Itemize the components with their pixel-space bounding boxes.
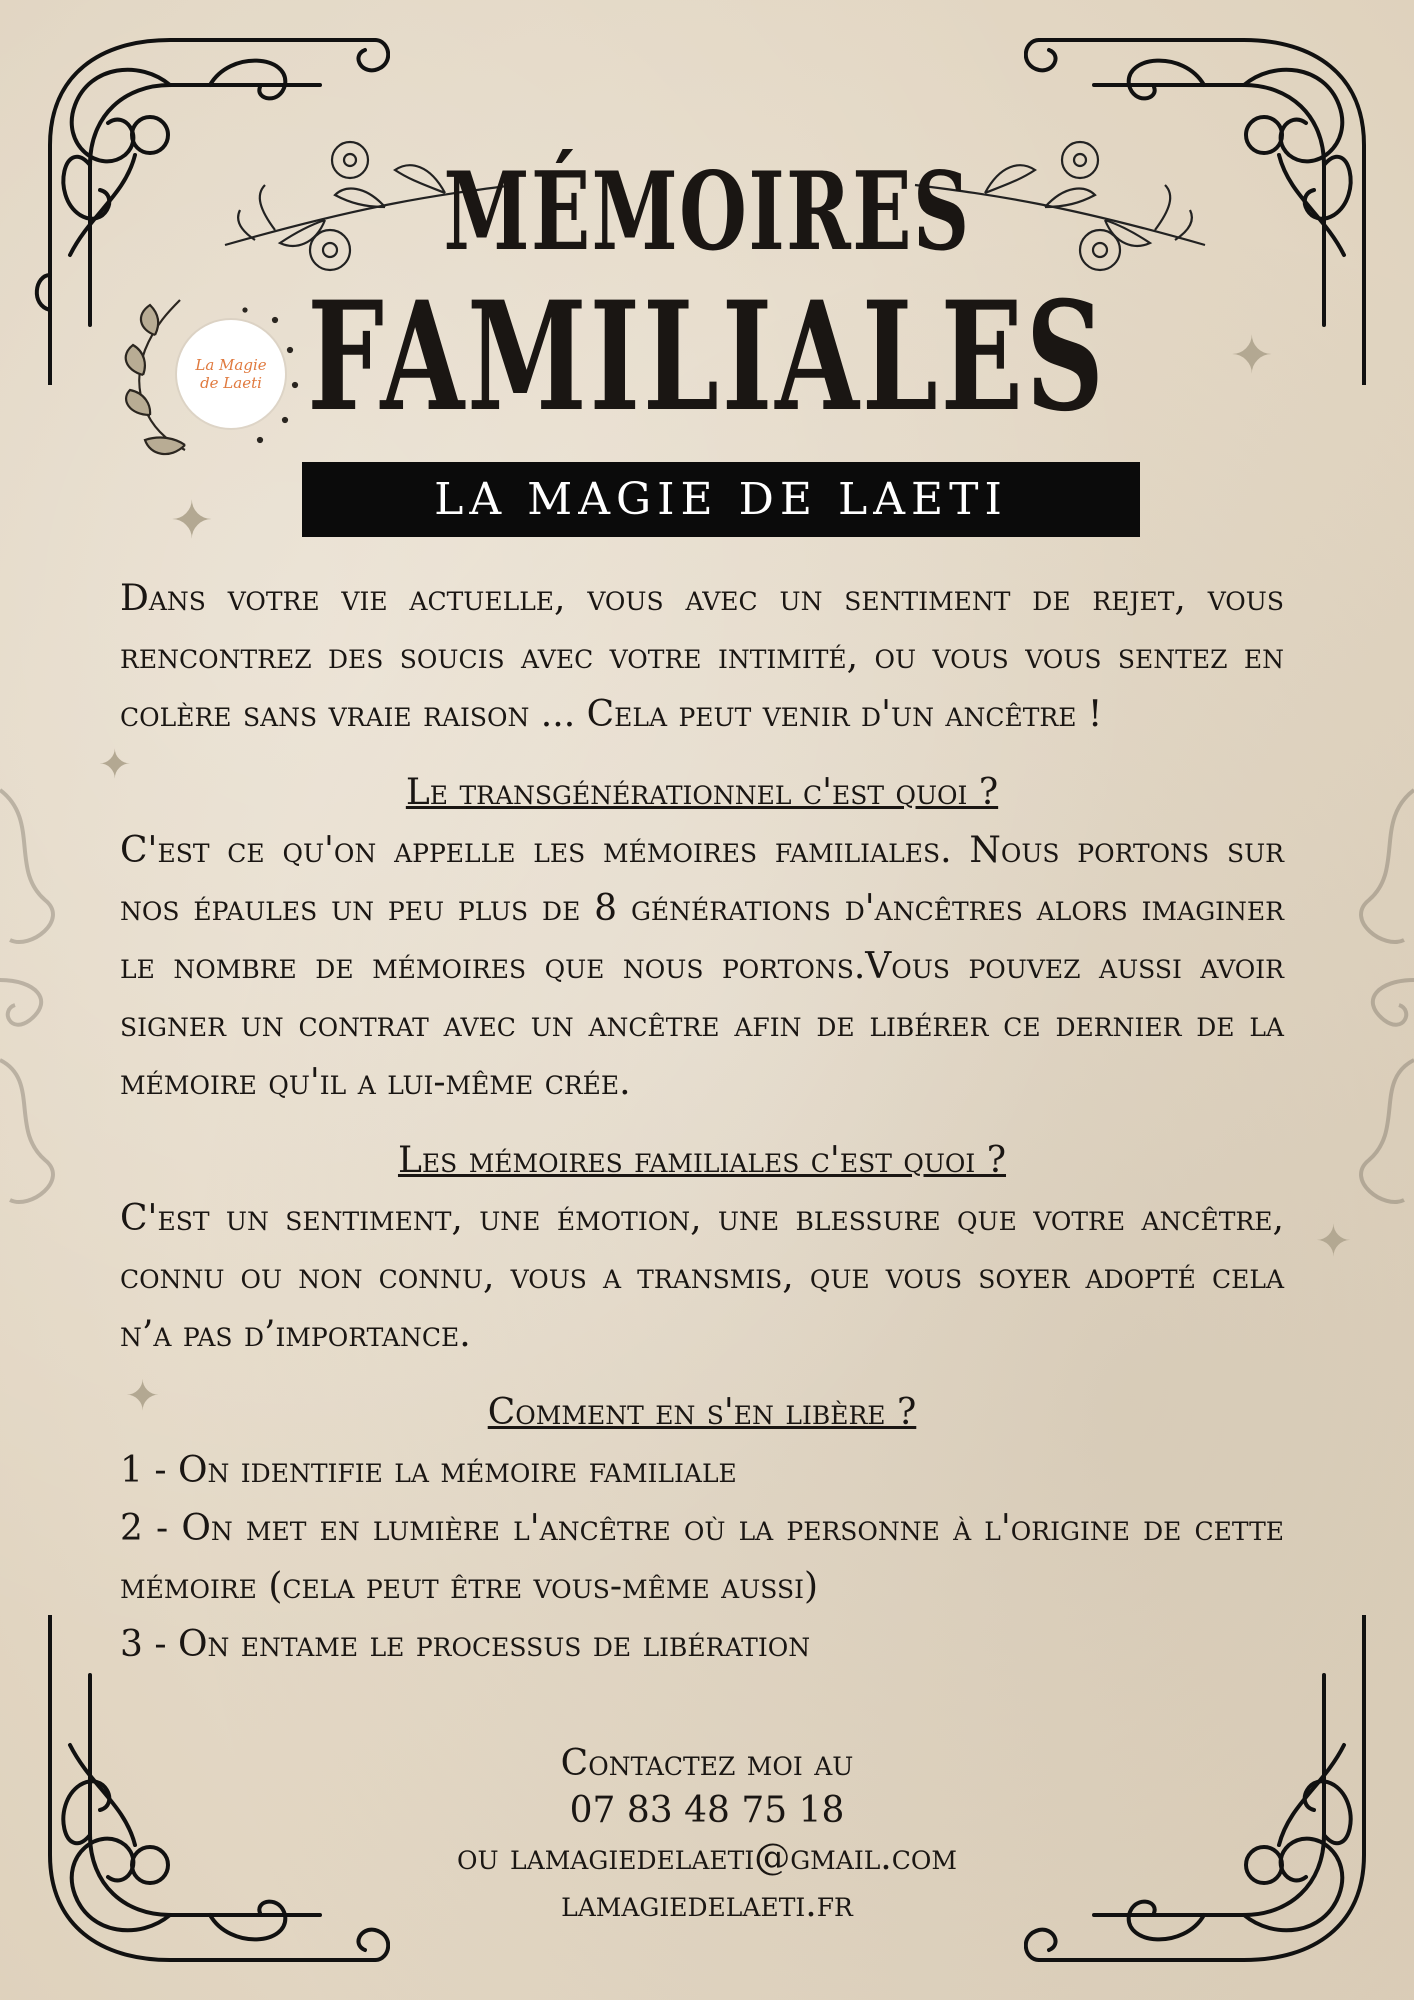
sparkle-icon: ✦: [1315, 1216, 1352, 1267]
sparkle-icon: ✦: [170, 491, 214, 551]
contact-block: [0, 1740, 1414, 1928]
section3-heading: Comment en s'en libère ?: [487, 1392, 917, 1433]
contact-intro: Contactez moi au: [560, 1743, 854, 1784]
section2-heading: Les mémoires familiales c'est quoi ?: [397, 1140, 1007, 1181]
contact-phone[interactable]: 07 83 48 75 18: [569, 1790, 845, 1831]
contact-website[interactable]: lamagiedelaeti.fr: [561, 1884, 853, 1925]
sparkle-icon: ✦: [98, 742, 132, 788]
intro-paragraph: Dans votre vie actuelle, vous avec un sentiment de rejet, vous rencontrez des soucis avec votre intimité, ou vous vous sentez en colère sans vraie raison ... Cela peut venir d'un ancêtre !: [120, 578, 1284, 735]
section1-heading: Le transgénérationnel c'est quoi ?: [405, 772, 999, 813]
main-content: [120, 570, 1284, 1674]
section2-text: C'est un sentiment, une émotion, une blessure que votre ancêtre, connu ou non connu, vous a transmis, que vous soyer adopté cela n’a pas d’importance.: [120, 1198, 1284, 1355]
title-line2: FAMILIALES: [307, 269, 1107, 445]
title-line1: MÉMOIRES: [443, 149, 971, 275]
logo-text-line1: La Magie: [195, 356, 267, 374]
side-flourish-right-icon: [1344, 780, 1414, 1220]
sparkle-icon: ✦: [125, 1371, 161, 1420]
section1-text: C'est ce qu'on appelle les mémoires familiales. Nous portons sur nos épaules un peu plus de 8 générations d'ancêtres alors imaginer le nombre de mémoires que nous portons.Vous pouvez aussi avoir signer un contrat avec un ancêtre afin de libérer ce dernier de la mémoire qu'il a lui-même crée.: [120, 830, 1284, 1103]
brand-banner: LA MAGIE DE LAETI: [302, 462, 1140, 537]
step-item: 2 - On met en lumière l'ancêtre où la personne à l'origine de cette mémoire (cela peut être vous-même aussi): [120, 1508, 1284, 1607]
steps-list: [120, 1442, 1284, 1674]
sparkle-icon: ✦: [1230, 326, 1274, 386]
step-item: 3 - On entame le processus de libération: [120, 1624, 811, 1665]
contact-email[interactable]: ou lamagiedelaeti@gmail.com: [457, 1837, 957, 1878]
logo-text-line2: de Laeti: [200, 374, 262, 392]
step-item: 1 - On identifie la mémoire familiale: [120, 1450, 737, 1491]
side-flourish-left-icon: [0, 780, 70, 1220]
